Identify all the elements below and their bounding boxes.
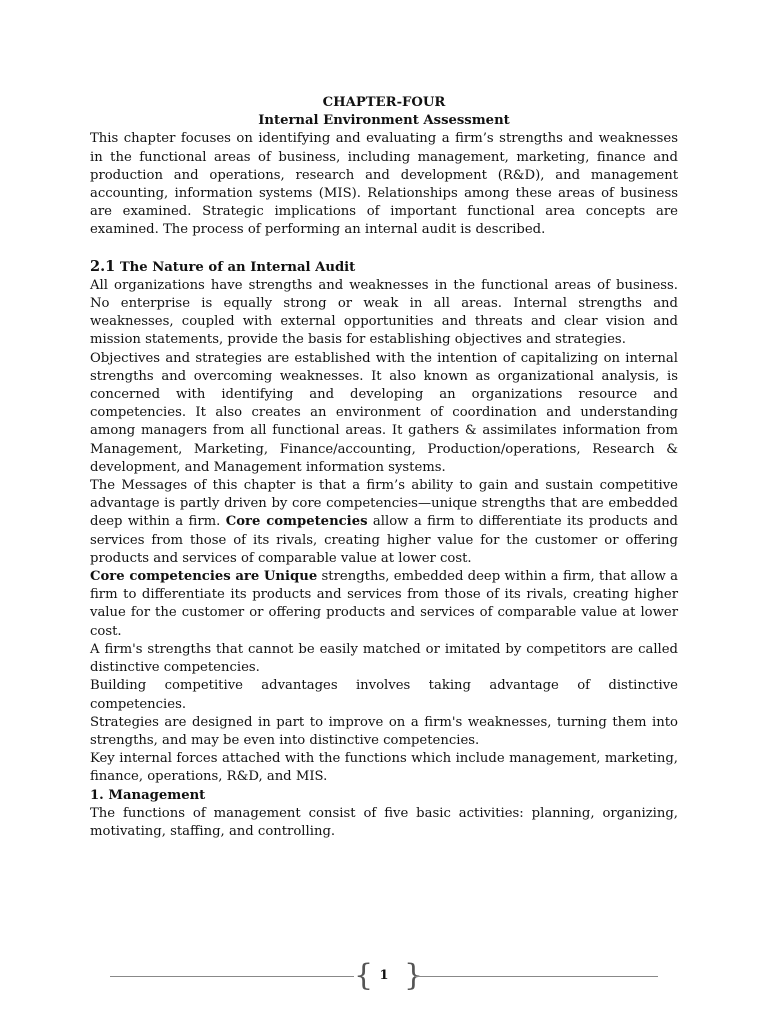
paragraph-text: allow a firm to differentiate its products and services from those of its rivals, creating higher value for the customer or offering products and services of comparable value at lower cost.	[90, 514, 678, 566]
page-footer	[110, 958, 658, 994]
paragraph-strengths-weaknesses: All organizations have strengths and weaknesses in the functional areas of business. No enterprise is equally strong or weak in all areas. Internal strengths and weaknesses, coupled with external opportunities and threats and clear vision and mission statements, provide the basis for establishing objectives and strategies.	[90, 277, 678, 348]
left-brace-icon: {	[354, 958, 374, 993]
paragraph-chapter-message	[90, 477, 678, 568]
footer-rule	[110, 976, 354, 977]
paragraph-text: strengths, embedded deep within a firm, that allow a firm to differentiate its products and services from those of its rivals, creating higher value for the customer or offering products and services of comparable value at lower cost.	[90, 569, 678, 639]
chapter-title: Internal Environment Assessment	[258, 113, 510, 129]
footer-rule	[414, 976, 658, 977]
document-page	[90, 94, 678, 841]
page-number: 1	[379, 968, 389, 983]
right-brace-icon: }	[404, 958, 424, 993]
management-heading: 1. Management	[90, 787, 206, 803]
paragraph-competitive-advantages: Building competitive advantages involves taking advantage of distinctive competencies.	[90, 678, 678, 712]
paragraph-text: The Messages of this chapter is that a firm’s ability to gain and sustain competitive advantage is partly driven by core competencies—unique strengths that are embedded deep within a firm.	[90, 478, 678, 530]
paragraph-objectives-strategies: Objectives and strategies are established with the intention of capitalizing on internal strengths and overcoming weaknesses. It also known as organizational analysis, is concerned with identifying and developing an organizations resource and competencies. It also creates an environment of coordination and understanding among managers from all functional areas. It gathers & assimilates information from Management, Marketing, Finance/accounting, Production/operations, Research & development, and Management information systems.	[90, 350, 678, 475]
section-heading	[90, 258, 678, 277]
paragraph-management-functions: The functions of management consist of five basic activities: planning, organizing, motivating, staffing, and controlling.	[90, 805, 678, 839]
paragraph-strategies-weaknesses: Strategies are designed in part to improve on a firm's weaknesses, turning them into strengths, and may be even into distinctive competencies.	[90, 714, 678, 748]
section-number: 2.1	[90, 257, 116, 275]
paragraph-core-competencies	[90, 568, 678, 641]
chapter-intro-paragraph: This chapter focuses on identifying and evaluating a firm’s strengths and weaknesses in the functional areas of business, including management, marketing, finance and production and operations, research and development (R&D), and management accounting, information systems (MIS). Relationships among these areas of business are examined. Strategic implications of important functional area concepts are examined. The process of performing an internal audit is described.	[90, 131, 678, 238]
section-title: The Nature of an Internal Audit	[119, 259, 356, 275]
chapter-label: CHAPTER-FOUR	[322, 95, 446, 110]
bold-term: Core competencies are Unique	[90, 569, 318, 585]
bold-term: Core competencies	[225, 514, 368, 530]
paragraph-key-internal-forces: Key internal forces attached with the functions which include management, marketing, finance, operations, R&D, and MIS.	[90, 751, 678, 785]
paragraph-distinctive-competencies: A firm's strengths that cannot be easily matched or imitated by competitors are called distinctive competencies.	[90, 641, 678, 676]
